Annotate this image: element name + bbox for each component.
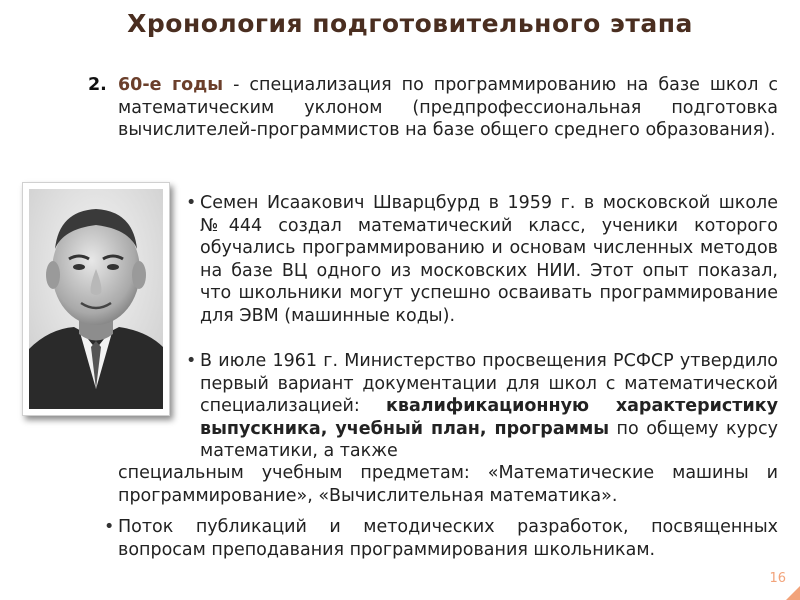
bullet-marker: • xyxy=(186,193,197,213)
portrait-illustration xyxy=(29,189,163,409)
bullet-ministry-1961 xyxy=(186,350,778,463)
bullet-text-bold: квалификационную характеристику выпускника, учебный план, программы xyxy=(200,396,778,439)
item-text: - специализация по программированию на базе школ с математическим уклоном (предпрофессиональная подготовка вычислителей-программистов на базе общего среднего образования). xyxy=(118,75,779,140)
bullet-text-start: В июле 1961 г. Министерство просвещения РСФСР утвердило первый вариант документации для школ с математической специализацией: xyxy=(200,351,778,416)
corner-decoration xyxy=(786,586,800,600)
bullet-text-end: по общему курсу математики, а также xyxy=(200,418,778,461)
item-number: 2. xyxy=(88,75,107,95)
bullet-shvartsburd xyxy=(186,192,778,327)
item-highlight-period: 60-е годы xyxy=(118,75,224,95)
bullet-continuation: специальным учебным предметам: «Математические машины и программирование», «Вычислительная математика». xyxy=(118,463,778,506)
bullet-marker: • xyxy=(104,517,115,537)
slide-title: Хронология подготовительного этапа xyxy=(127,9,693,38)
bullet-text: Семен Исаакович Шварцбурд в 1959 г. в московской школе №444 создал математический класс, ученики которого обучались программированию и основам численных методов на базе ВЦ одного из московских НИИ. Этот опыт показал, что школьники могут успешно осваивать программирование для ЭВМ (машинные коды). xyxy=(200,193,778,326)
bullet-publications xyxy=(104,516,778,561)
bullet-marker: • xyxy=(186,351,197,371)
page-number: 16 xyxy=(769,571,786,586)
portrait-photo xyxy=(22,182,170,416)
chronology-item-2 xyxy=(88,74,779,142)
bullet-text: Поток публикаций и методических разработок, посвященных вопросам преподавания программирования школьникам. xyxy=(118,517,778,560)
